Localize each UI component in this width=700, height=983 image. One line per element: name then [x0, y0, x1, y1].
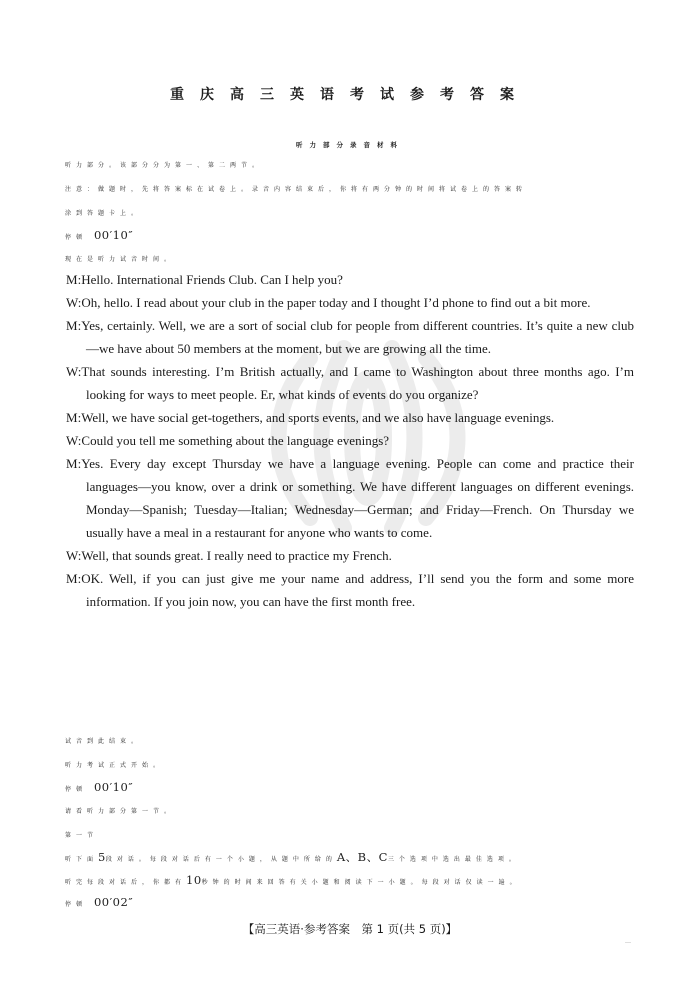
dialogue-turn: M:OK. Well, if you can just give me your name and address, I’ll send you the form and some more information. If you join now, you can have the first month free.: [66, 571, 634, 609]
text: 听完每段对话后，你都有: [65, 879, 187, 886]
utterance: OK. Well, if you can just give me your name and address, I’ll send you the form and some more information. If you join now, you can have the first month free.: [81, 571, 634, 609]
pause-label: 停顿: [65, 901, 88, 908]
intro-line: 涂到答题卡上。: [65, 210, 143, 217]
speaker: M: [66, 571, 78, 586]
dialogue-turn: W:Oh, hello. I read about your club in the paper today and I thought I’d phone to find out a bit more.: [66, 295, 591, 310]
pause-label: 停顿: [65, 786, 88, 793]
text: 三个选项中选出最佳选项。: [387, 856, 520, 863]
dialogue-count: 5: [98, 850, 106, 864]
intro-line: 注意：做题时，先将答案标在试卷上。录音内容结束后，你将有两分钟的时间将试卷上的答案转: [65, 186, 528, 193]
instruction-line: [65, 873, 521, 887]
text: 听下面: [65, 856, 99, 863]
utterance: Well, we have social get-togethers, and sports events, and we also have language evenings.: [81, 410, 555, 425]
speaker: M: [66, 456, 78, 471]
outro-line: 听力考试正式开始。: [65, 762, 165, 769]
text: 段对话。每段对话后有一个小题，从题中所给的: [105, 856, 337, 863]
speaker: M: [66, 318, 78, 333]
dialogue-turn: W:Well, that sounds great. I really need to practice my French.: [66, 548, 392, 563]
section-heading: 听力部分录音材料: [296, 141, 404, 149]
speaker: W: [66, 364, 78, 379]
page-title: 重庆高三英语考试参考答案: [170, 87, 530, 103]
utterance: Yes, certainly. Well, we are a sort of social club for people from different countries. It’s quite a new club—we have about 50 members at the moment, but we are growing all the time.: [81, 318, 634, 356]
dialogue-transcript: [66, 268, 634, 613]
dialogue-turn: M:Hello. International Friends Club. Can I help you?: [66, 272, 343, 287]
pause-line: [65, 780, 133, 794]
pause-time: 00′10″: [93, 780, 134, 794]
options: A、B、C: [336, 850, 388, 864]
utterance: Hello. International Friends Club. Can I help you?: [81, 272, 343, 287]
seconds: 10: [186, 873, 202, 887]
intro-line: 现在是听力试音时间。: [65, 256, 176, 263]
utterance: That sounds interesting. I’m British actually, and I came to Washington about three months ago. I’m looking for ways to meet people. Er, what kinds of events do you organize?: [81, 364, 634, 402]
pause-line: [65, 895, 133, 909]
pause-label: 停顿: [65, 234, 88, 241]
speaker: W: [66, 433, 78, 448]
speaker: W: [66, 295, 78, 310]
outro-line: 试音到此结束。: [65, 738, 143, 745]
section-label: 第一节: [65, 832, 99, 839]
dialogue-turn: M:Yes. Every day except Thursday we have a language evening. People can come and practice their languages—you know, over a drink or something. We have different languages on different evenings. Monday—Spanish; Tuesday—Italian; Wednesday—German; and Friday—French. On Thursday we usually have a meal in a restaurant for anyone who wants to come.: [66, 456, 634, 540]
utterance: Oh, hello. I read about your club in the paper today and I thought I’d phone to find out a bit more.: [81, 295, 591, 310]
pause-time: 00′10″: [93, 228, 134, 242]
text: 秒钟的时间来回答有关小题和阅读下一小题。每段对话仅读一遍。: [201, 879, 521, 886]
page-footer: 【高三英语·参考答案 第 1 页(共 5 页)】: [242, 922, 458, 936]
dialogue-turn: W:That sounds interesting. I’m British actually, and I came to Washington about three months ago. I’m looking for ways to meet people. Er, what kinds of events do you organize?: [66, 364, 634, 402]
pause-line: [65, 228, 133, 242]
speaker: M: [66, 272, 78, 287]
utterance: Could you tell me something about the language evenings?: [81, 433, 390, 448]
utterance: Yes. Every day except Thursday we have a language evening. People can come and practice their languages—you know, over a drink or something. We have different languages on different evenings. Monday—Spanish; Tuesday—Italian; Wednesday—German; and Friday—French. On Thursday we usually have a meal in a restaurant for anyone who wants to come.: [81, 456, 634, 540]
outro-line: 请看听力部分第一节。: [65, 808, 176, 815]
speaker: M: [66, 410, 78, 425]
dialogue-turn: M:Well, we have social get-togethers, and sports events, and we also have language evenings.: [66, 410, 555, 425]
speaker: W: [66, 548, 78, 563]
dialogue-turn: M:Yes, certainly. Well, we are a sort of social club for people from different countries. It’s quite a new club—we have about 50 members at the moment, but we are growing all the time.: [66, 318, 634, 356]
corner-mark: …: [625, 938, 631, 945]
utterance: Well, that sounds great. I really need to practice my French.: [81, 548, 392, 563]
pause-time: 00′02″: [93, 895, 134, 909]
instruction-line: [65, 849, 520, 865]
dialogue-turn: W:Could you tell me something about the language evenings?: [66, 433, 390, 448]
intro-line: 听力部分。该部分分为第一、第二两节。: [65, 162, 264, 169]
